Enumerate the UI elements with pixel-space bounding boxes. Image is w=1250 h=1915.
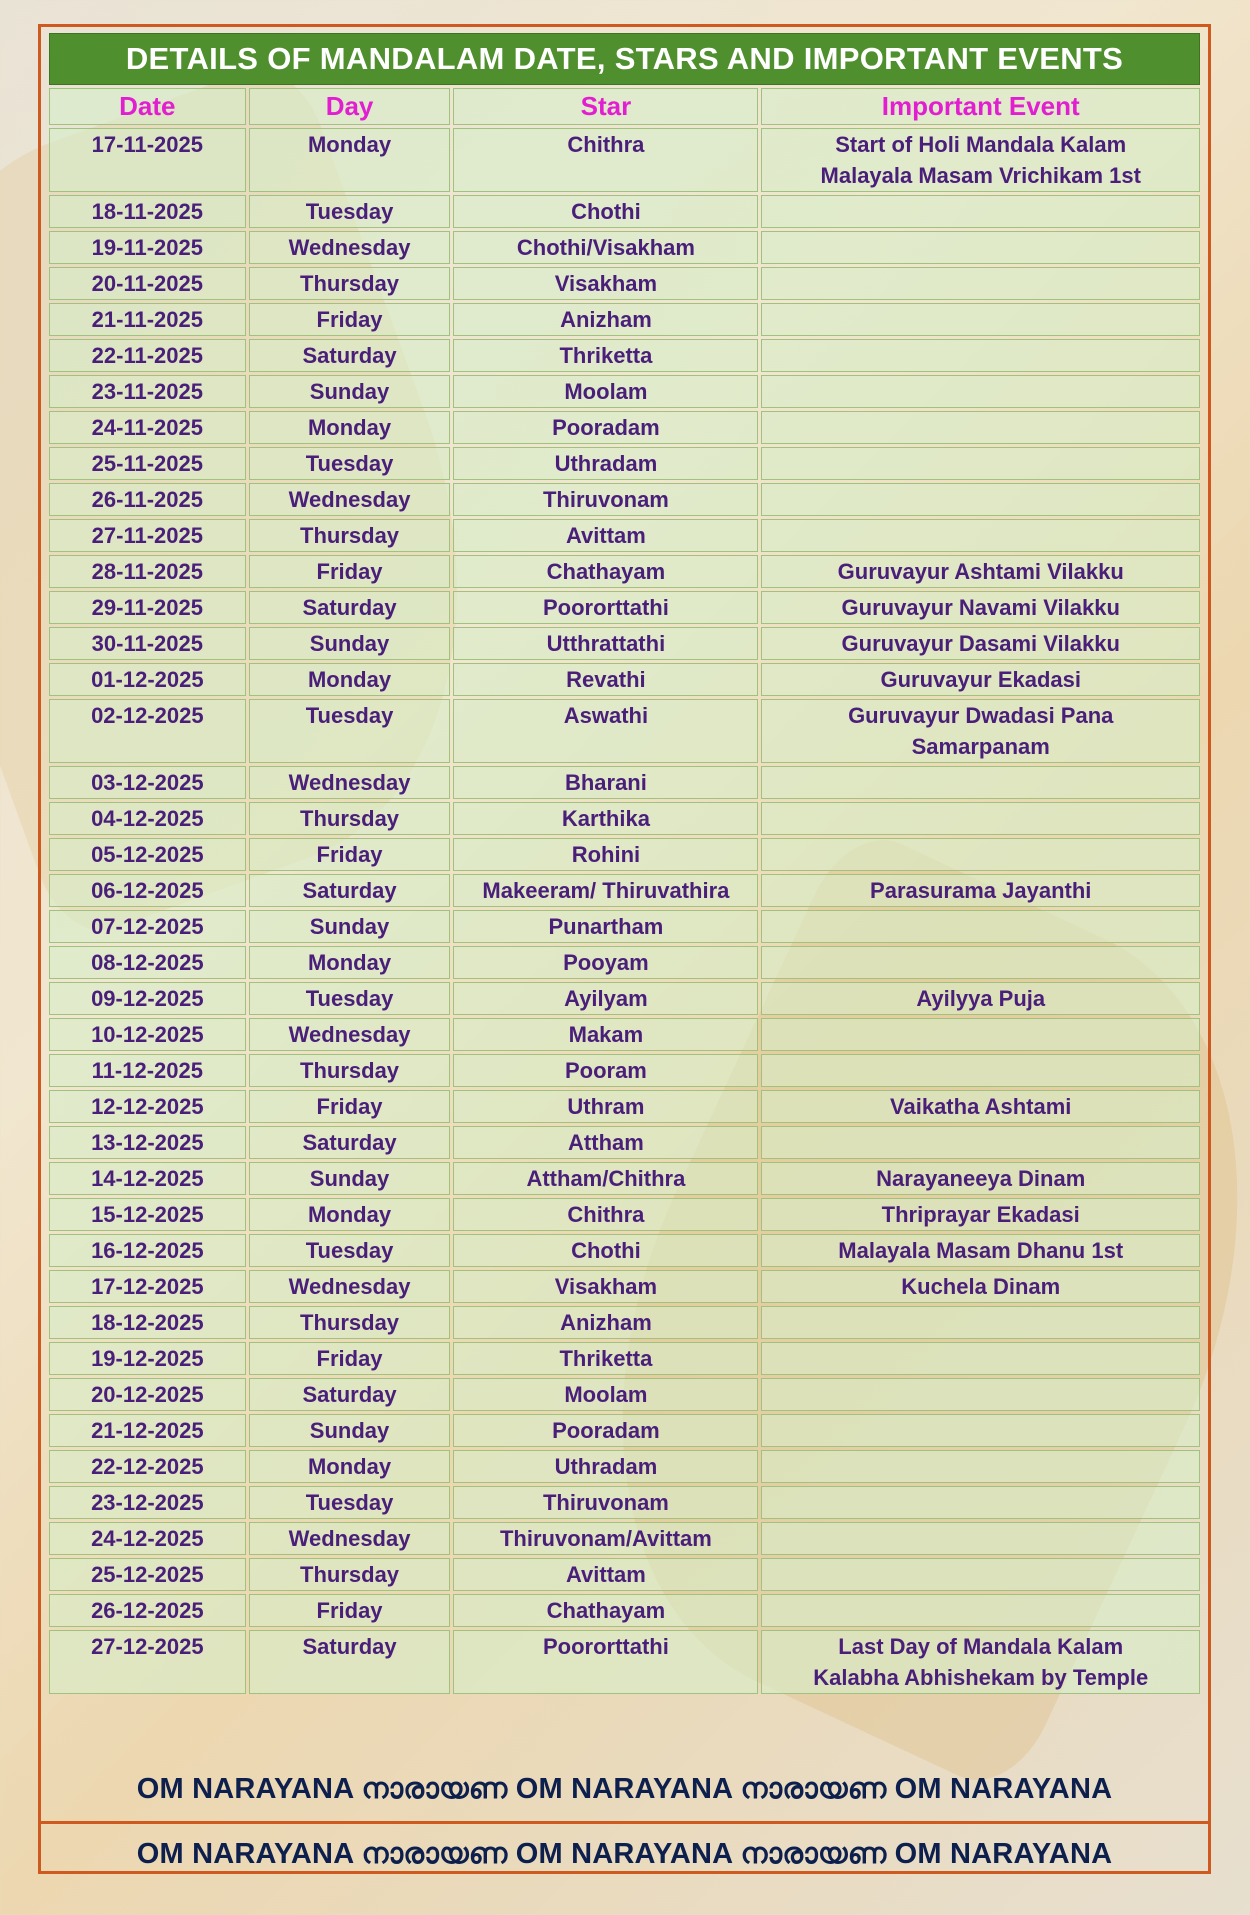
cell-event — [761, 874, 1200, 907]
cell-event — [761, 1126, 1200, 1159]
cell-event — [761, 1378, 1200, 1411]
cell-date: 20-11-2025 — [49, 267, 246, 300]
cell-event — [761, 1162, 1200, 1195]
cell-event — [761, 982, 1200, 1015]
table-row — [49, 1558, 1200, 1591]
table-row — [49, 339, 1200, 372]
cell-event — [761, 1234, 1200, 1267]
event-line: Kuchela Dinam — [901, 1274, 1061, 1299]
cell-date: 07-12-2025 — [49, 910, 246, 943]
table-row — [49, 1342, 1200, 1375]
cell-star: Karthika — [453, 802, 758, 835]
cell-day: Wednesday — [249, 1018, 451, 1051]
cell-event — [761, 267, 1200, 300]
cell-event — [761, 1342, 1200, 1375]
cell-date: 09-12-2025 — [49, 982, 246, 1015]
cell-star: Thiruvonam/Avittam — [453, 1522, 758, 1555]
cell-event — [761, 411, 1200, 444]
table-row — [49, 375, 1200, 408]
cell-star: Avittam — [453, 1558, 758, 1591]
cell-star: Moolam — [453, 375, 758, 408]
cell-date: 22-12-2025 — [49, 1450, 246, 1483]
cell-date: 16-12-2025 — [49, 1234, 246, 1267]
cell-event — [761, 1594, 1200, 1627]
cell-star: Anizham — [453, 1306, 758, 1339]
cell-event — [761, 375, 1200, 408]
cell-star: Aswathi — [453, 699, 758, 763]
table-row — [49, 1162, 1200, 1195]
cell-day: Tuesday — [249, 447, 451, 480]
cell-event — [761, 1054, 1200, 1087]
table-row — [49, 627, 1200, 660]
cell-day: Saturday — [249, 874, 451, 907]
cell-event — [761, 447, 1200, 480]
cell-day: Saturday — [249, 339, 451, 372]
table-row — [49, 1486, 1200, 1519]
cell-day: Saturday — [249, 1630, 451, 1694]
cell-date: 19-12-2025 — [49, 1342, 246, 1375]
cell-date: 24-12-2025 — [49, 1522, 246, 1555]
event-line: Guruvayur Ekadasi — [880, 667, 1081, 692]
cell-event — [761, 1306, 1200, 1339]
page-title: DETAILS OF MANDALAM DATE, STARS AND IMPORTANT EVENTS — [49, 33, 1200, 85]
cell-day: Monday — [249, 946, 451, 979]
table-row — [49, 1414, 1200, 1447]
cell-star: Chothi — [453, 1234, 758, 1267]
cell-event — [761, 195, 1200, 228]
table-row — [49, 303, 1200, 336]
cell-event — [761, 1198, 1200, 1231]
cell-date: 15-12-2025 — [49, 1198, 246, 1231]
header-event: Important Event — [761, 88, 1200, 125]
cell-date: 10-12-2025 — [49, 1018, 246, 1051]
cell-day: Tuesday — [249, 699, 451, 763]
cell-day: Friday — [249, 303, 451, 336]
cell-star: Poororttathi — [453, 1630, 758, 1694]
cell-day: Friday — [249, 838, 451, 871]
cell-event — [761, 231, 1200, 264]
cell-day: Monday — [249, 1198, 451, 1231]
header-date: Date — [49, 88, 246, 125]
footer-chant-2: OM NARAYANA നാരായണ OM NARAYANA നാരായണ OM NARAYANA — [41, 1821, 1208, 1878]
table-row — [49, 1126, 1200, 1159]
cell-day: Monday — [249, 663, 451, 696]
cell-star: Uthram — [453, 1090, 758, 1123]
cell-date: 26-11-2025 — [49, 483, 246, 516]
cell-date: 19-11-2025 — [49, 231, 246, 264]
cell-star: Chithra — [453, 128, 758, 192]
cell-day: Friday — [249, 555, 451, 588]
cell-day: Monday — [249, 411, 451, 444]
cell-day: Sunday — [249, 910, 451, 943]
cell-star: Anizham — [453, 303, 758, 336]
cell-event — [761, 1522, 1200, 1555]
cell-day: Friday — [249, 1594, 451, 1627]
cell-day: Tuesday — [249, 1234, 451, 1267]
event-line-2: Samarpanam — [911, 734, 1050, 759]
cell-star: Pooyam — [453, 946, 758, 979]
content — [49, 33, 1200, 1697]
cell-star: Chathayam — [453, 1594, 758, 1627]
cell-day: Friday — [249, 1342, 451, 1375]
cell-day: Thursday — [249, 519, 451, 552]
cell-date: 14-12-2025 — [49, 1162, 246, 1195]
table-header-row — [49, 88, 1200, 125]
footer-chant-1: OM NARAYANA നാരായണ OM NARAYANA നാരായണ OM NARAYANA — [136, 1773, 1113, 1805]
cell-event — [761, 555, 1200, 588]
cell-star: Visakham — [453, 267, 758, 300]
cell-star: Bharani — [453, 766, 758, 799]
table-row — [49, 128, 1200, 192]
table-row — [49, 838, 1200, 871]
table-row — [49, 1090, 1200, 1123]
table-row — [49, 1234, 1200, 1267]
event-line: Narayaneeya Dinam — [876, 1166, 1086, 1191]
cell-event — [761, 910, 1200, 943]
cell-star: Rohini — [453, 838, 758, 871]
page-frame — [38, 24, 1211, 1874]
table-row — [49, 1378, 1200, 1411]
cell-day: Sunday — [249, 375, 451, 408]
table-row — [49, 1054, 1200, 1087]
cell-star: Uthradam — [453, 1450, 758, 1483]
cell-date: 26-12-2025 — [49, 1594, 246, 1627]
cell-star: Ayilyam — [453, 982, 758, 1015]
cell-star: Utthrattathi — [453, 627, 758, 660]
cell-event — [761, 339, 1200, 372]
cell-day: Thursday — [249, 1054, 451, 1087]
cell-star: Pooradam — [453, 1414, 758, 1447]
cell-star: Visakham — [453, 1270, 758, 1303]
event-line: Thriprayar Ekadasi — [881, 1202, 1080, 1227]
cell-star: Attham/Chithra — [453, 1162, 758, 1195]
cell-event — [761, 483, 1200, 516]
cell-star: Pooradam — [453, 411, 758, 444]
table-row — [49, 1522, 1200, 1555]
table-row — [49, 195, 1200, 228]
cell-date: 06-12-2025 — [49, 874, 246, 907]
cell-date: 27-12-2025 — [49, 1630, 246, 1694]
event-line: Guruvayur Dasami Vilakku — [841, 631, 1120, 656]
table-row — [49, 946, 1200, 979]
cell-star: Revathi — [453, 663, 758, 696]
cell-day: Thursday — [249, 1558, 451, 1591]
cell-date: 24-11-2025 — [49, 411, 246, 444]
cell-date: 05-12-2025 — [49, 838, 246, 871]
cell-day: Wednesday — [249, 766, 451, 799]
cell-day: Sunday — [249, 1162, 451, 1195]
cell-date: 25-12-2025 — [49, 1558, 246, 1591]
cell-event — [761, 128, 1200, 192]
cell-day: Saturday — [249, 1378, 451, 1411]
header-day: Day — [249, 88, 451, 125]
cell-date: 12-12-2025 — [49, 1090, 246, 1123]
cell-date: 23-12-2025 — [49, 1486, 246, 1519]
cell-star: Chathayam — [453, 555, 758, 588]
cell-star: Pooram — [453, 1054, 758, 1087]
cell-day: Sunday — [249, 1414, 451, 1447]
table-row — [49, 555, 1200, 588]
cell-event — [761, 591, 1200, 624]
cell-event — [761, 519, 1200, 552]
cell-date: 01-12-2025 — [49, 663, 246, 696]
cell-event — [761, 1486, 1200, 1519]
mandalam-table — [46, 85, 1203, 1697]
cell-star: Poororttathi — [453, 591, 758, 624]
table-row — [49, 1270, 1200, 1303]
cell-day: Sunday — [249, 627, 451, 660]
table-row — [49, 874, 1200, 907]
table-row — [49, 663, 1200, 696]
table-row — [49, 1198, 1200, 1231]
cell-star: Chothi — [453, 195, 758, 228]
cell-star: Thiruvonam — [453, 1486, 758, 1519]
cell-date: 20-12-2025 — [49, 1378, 246, 1411]
cell-star: Thiruvonam — [453, 483, 758, 516]
cell-day: Wednesday — [249, 1522, 451, 1555]
table-row — [49, 231, 1200, 264]
cell-day: Tuesday — [249, 1486, 451, 1519]
cell-star: Punartham — [453, 910, 758, 943]
cell-day: Friday — [249, 1090, 451, 1123]
table-row — [49, 267, 1200, 300]
cell-date: 29-11-2025 — [49, 591, 246, 624]
cell-event — [761, 1630, 1200, 1694]
table-row — [49, 1630, 1200, 1694]
table-row — [49, 766, 1200, 799]
cell-date: 03-12-2025 — [49, 766, 246, 799]
cell-event — [761, 1558, 1200, 1591]
header-star: Star — [453, 88, 758, 125]
table-row — [49, 1594, 1200, 1627]
cell-event — [761, 699, 1200, 763]
cell-day: Monday — [249, 1450, 451, 1483]
table-row — [49, 591, 1200, 624]
cell-day: Tuesday — [249, 982, 451, 1015]
cell-day: Saturday — [249, 1126, 451, 1159]
cell-date: 08-12-2025 — [49, 946, 246, 979]
cell-star: Chithra — [453, 1198, 758, 1231]
cell-star: Avittam — [453, 519, 758, 552]
cell-date: 17-11-2025 — [49, 128, 246, 192]
table-row — [49, 982, 1200, 1015]
cell-date: 18-11-2025 — [49, 195, 246, 228]
cell-event — [761, 946, 1200, 979]
cell-day: Monday — [249, 128, 451, 192]
cell-date: 21-11-2025 — [49, 303, 246, 336]
cell-event — [761, 1090, 1200, 1123]
cell-day: Saturday — [249, 591, 451, 624]
table-row — [49, 483, 1200, 516]
cell-star: Uthradam — [453, 447, 758, 480]
cell-event — [761, 766, 1200, 799]
table-body — [49, 128, 1200, 1694]
cell-date: 17-12-2025 — [49, 1270, 246, 1303]
cell-star: Chothi/Visakham — [453, 231, 758, 264]
table-row — [49, 1018, 1200, 1051]
cell-date: 18-12-2025 — [49, 1306, 246, 1339]
cell-event — [761, 838, 1200, 871]
table-row — [49, 411, 1200, 444]
cell-date: 04-12-2025 — [49, 802, 246, 835]
cell-date: 11-12-2025 — [49, 1054, 246, 1087]
cell-date: 28-11-2025 — [49, 555, 246, 588]
event-line: Guruvayur Ashtami Vilakku — [837, 559, 1124, 584]
cell-star: Attham — [453, 1126, 758, 1159]
cell-day: Thursday — [249, 1306, 451, 1339]
cell-day: Thursday — [249, 267, 451, 300]
cell-star: Moolam — [453, 1378, 758, 1411]
event-line-2: Kalabha Abhishekam by Temple — [813, 1665, 1149, 1690]
cell-day: Wednesday — [249, 231, 451, 264]
cell-date: 13-12-2025 — [49, 1126, 246, 1159]
cell-star: Thriketta — [453, 339, 758, 372]
cell-date: 27-11-2025 — [49, 519, 246, 552]
event-line: Vaikatha Ashtami — [890, 1094, 1072, 1119]
cell-event — [761, 1414, 1200, 1447]
table-row — [49, 1450, 1200, 1483]
event-line: Last Day of Mandala Kalam — [838, 1634, 1124, 1659]
cell-date: 02-12-2025 — [49, 699, 246, 763]
table-row — [49, 802, 1200, 835]
cell-day: Wednesday — [249, 483, 451, 516]
cell-date: 23-11-2025 — [49, 375, 246, 408]
cell-date: 21-12-2025 — [49, 1414, 246, 1447]
cell-day: Thursday — [249, 802, 451, 835]
event-line-2: Malayala Masam Vrichikam 1st — [820, 163, 1141, 188]
event-line: Malayala Masam Dhanu 1st — [838, 1238, 1124, 1263]
cell-event — [761, 627, 1200, 660]
cell-event — [761, 802, 1200, 835]
table-row — [49, 519, 1200, 552]
table-row — [49, 1306, 1200, 1339]
cell-event — [761, 663, 1200, 696]
cell-day: Tuesday — [249, 195, 451, 228]
cell-date: 25-11-2025 — [49, 447, 246, 480]
cell-event — [761, 1450, 1200, 1483]
cell-star: Makam — [453, 1018, 758, 1051]
cell-event — [761, 1018, 1200, 1051]
cell-star: Makeeram/ Thiruvathira — [453, 874, 758, 907]
cell-day: Wednesday — [249, 1270, 451, 1303]
table-row — [49, 699, 1200, 763]
event-line: Ayilyya Puja — [916, 986, 1046, 1011]
event-line: Parasurama Jayanthi — [870, 878, 1092, 903]
cell-date: 30-11-2025 — [49, 627, 246, 660]
cell-date: 22-11-2025 — [49, 339, 246, 372]
event-line: Guruvayur Navami Vilakku — [841, 595, 1120, 620]
event-line: Guruvayur Dwadasi Pana — [848, 703, 1114, 728]
cell-event — [761, 303, 1200, 336]
table-row — [49, 910, 1200, 943]
table-row — [49, 447, 1200, 480]
cell-event — [761, 1270, 1200, 1303]
event-line: Start of Holi Mandala Kalam — [835, 132, 1127, 157]
cell-star: Thriketta — [453, 1342, 758, 1375]
